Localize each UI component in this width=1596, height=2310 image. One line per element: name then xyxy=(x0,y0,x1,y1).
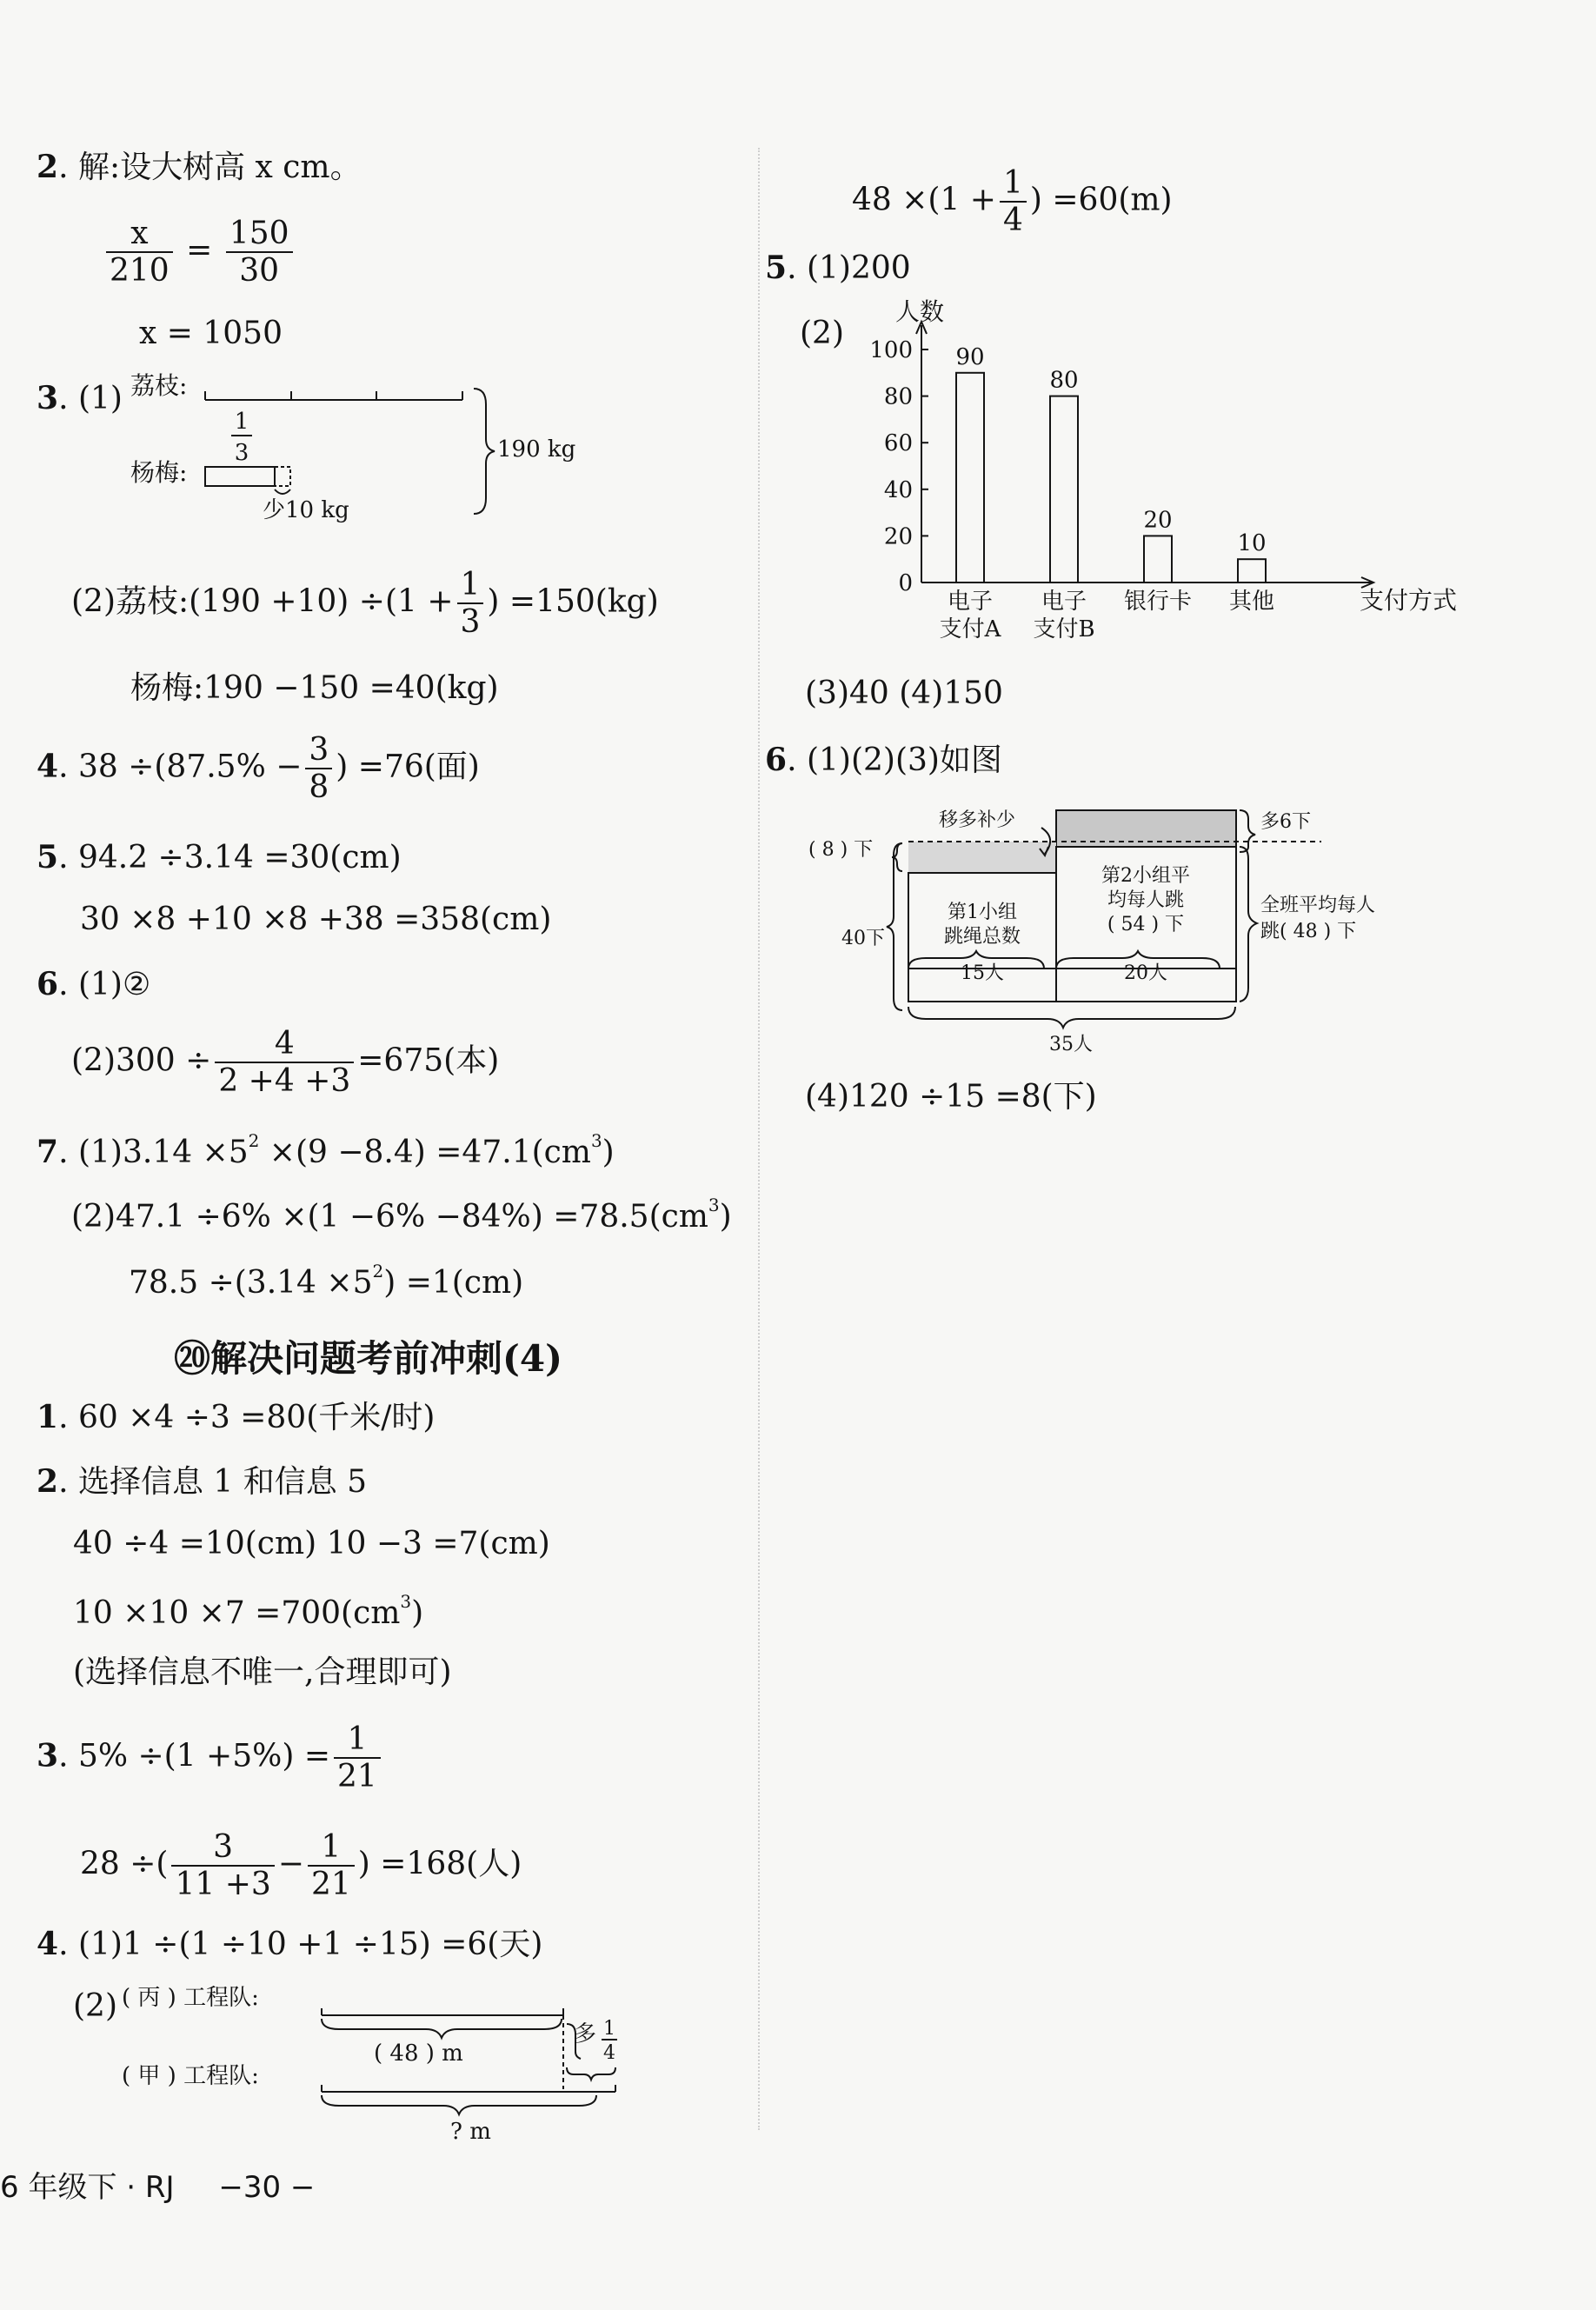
q3-less-label: 少10 kg xyxy=(263,497,349,523)
r5-part2-label: (2) xyxy=(800,316,844,351)
s2-line3: $10 \times 10 \times 7 =700(cm^3)$ xyxy=(73,1591,424,1631)
s4-mid-label: ( 48 ) m xyxy=(374,2040,463,2067)
y-tick-label: 20 xyxy=(883,523,913,550)
group1-label-b: 跳绳总数 xyxy=(943,926,1021,948)
bar-data-label: 80 xyxy=(1049,367,1079,394)
y-tick-label: 60 xyxy=(883,430,913,457)
y-tick-label: 80 xyxy=(883,383,913,410)
x-axis-label: 支付方式 xyxy=(1360,586,1458,615)
s2-line1: 2. 选择信息 1 和信息 5 xyxy=(37,1463,368,1500)
s4-line-diagram xyxy=(122,1980,643,2146)
q6-line2: (2)300 ÷ $\frac{4}{2 +4 +3}$ =675(本) xyxy=(71,1026,500,1100)
r6-line1: 6. (1)(2)(3)如图 xyxy=(765,742,1002,778)
category-label: 支付A xyxy=(939,616,1001,642)
r5-line1: 5. (1)200 xyxy=(765,250,911,286)
q2-result: x = 1050 xyxy=(139,316,283,351)
q3-line-diagram xyxy=(122,369,591,543)
section-title: ⑳解决问题考前冲刺(4) xyxy=(174,1337,562,1380)
q2-equation: $\frac{x}{210}$ = $\frac{150}{30}$ xyxy=(103,216,296,290)
q2-intro xyxy=(37,151,362,183)
s4-more-label: 多 xyxy=(574,2021,597,2047)
q2-frac-right: $\frac{150}{30}$ xyxy=(226,216,293,290)
q3-part2: (2)荔枝:(190 +10) ÷(1 + $\frac{1}{3}$ ) =150(kg) xyxy=(71,567,659,641)
s4-q-label: ? m xyxy=(450,2119,491,2145)
q3-part3: 杨梅:190 −150 =40(kg) xyxy=(130,670,499,706)
s4-frac-den: 4 xyxy=(603,2042,615,2064)
bar xyxy=(1238,559,1266,582)
r5-line3: (3)40 (4)150 xyxy=(805,676,1003,711)
eight-label: ( 8 ) 下 xyxy=(808,839,874,861)
p20-label: 20人 xyxy=(1124,962,1167,984)
avg-label-a: 全班平均每人 xyxy=(1260,895,1376,916)
s4-jia-label: ( 甲 ) 工程队: xyxy=(122,2063,259,2089)
q7-line3: $78.5 \div(3.14 \times 5^2) =1(cm)$ xyxy=(129,1261,524,1301)
q4-equation: 4. 38 ÷(87.5% − $\frac{3}{8}$ ) =76(面) xyxy=(37,732,480,806)
category-label: 银行卡 xyxy=(1123,589,1193,615)
s3-line2: 28 ÷( $\frac{3}{11 +3}$ − $\frac{1}{21}$ ) =168(人) xyxy=(80,1829,522,1903)
y-axis-label: 人数 xyxy=(895,297,945,326)
s3-frac3: $\frac{1}{21}$ xyxy=(308,1829,355,1903)
q2-frac-left: $\frac{x}{210}$ xyxy=(106,216,173,290)
r6-line4: (4)120 ÷15 =8(下) xyxy=(805,1079,1097,1115)
q3-lizhi-label: 荔枝: xyxy=(130,371,188,400)
s3-frac2: $\frac{3}{11 +3}$ xyxy=(171,1829,274,1903)
column-divider xyxy=(758,148,760,2130)
category-label: 电子 xyxy=(1041,589,1087,615)
q3-diagram-frac-den: 3 xyxy=(234,440,249,466)
category-label: 其他 xyxy=(1228,589,1275,615)
more6-label: 多6下 xyxy=(1260,811,1311,833)
p35-label: 35人 xyxy=(1049,1034,1093,1055)
y-tick-label: 100 xyxy=(869,337,913,363)
q2-number: 2 xyxy=(37,149,59,185)
bar xyxy=(1050,396,1078,582)
s4-bing-label: ( 丙 ) 工程队: xyxy=(122,1985,259,2011)
group2-label-c: ( 54 ) 下 xyxy=(1107,914,1185,935)
right-top-equation: 48 ×(1 + $\frac{1}{4}$ ) =60(m) xyxy=(852,165,1173,239)
q3-yangmei-bar xyxy=(205,467,275,486)
s4-part2-label: (2) xyxy=(73,1988,117,2024)
filled-block xyxy=(908,842,1056,873)
s1-line: 1. 60 ×4 ÷3 =80(千米/时) xyxy=(37,1399,436,1435)
category-label: 支付B xyxy=(1033,616,1095,642)
q5-line2: 30 ×8 +10 ×8 +38 =358(cm) xyxy=(80,902,552,937)
payment-bar-chart xyxy=(835,297,1460,652)
q3-total-label: 190 kg xyxy=(497,436,576,463)
right-top-frac: $\frac{1}{4}$ xyxy=(1000,165,1027,239)
bar-data-label: 10 xyxy=(1237,530,1267,557)
s2-line2: 40 ÷4 =10(cm) 10 −3 =7(cm) xyxy=(73,1526,550,1561)
p15-label: 15人 xyxy=(961,962,1004,984)
group2-label-a: 第2小组平 xyxy=(1101,865,1190,887)
forty-label: 40下 xyxy=(841,928,885,949)
q5-line1: 5. 94.2 ÷3.14 =30(cm) xyxy=(37,839,402,875)
q2-text: . 解:设大树高 x cm。 xyxy=(58,150,362,185)
group1-label-a: 第1小组 xyxy=(948,902,1017,923)
q6-frac: $\frac{4}{2 +4 +3}$ xyxy=(215,1026,354,1100)
q3-part1: 3. (1) xyxy=(37,380,123,416)
q3-yangmei-label: 杨梅: xyxy=(130,458,188,487)
category-label: 电子 xyxy=(947,589,994,615)
page-footer xyxy=(0,2163,315,2206)
q4-frac: $\frac{3}{8}$ xyxy=(305,732,332,806)
q7-line2: $(2)47.1 \div 6\% \times(1 -6\% -84\%) =78.5(cm^3)$ xyxy=(71,1195,732,1235)
s3-frac1: $\frac{1}{21}$ xyxy=(334,1721,381,1795)
bar xyxy=(1144,536,1172,582)
q3-diagram-frac-num: 1 xyxy=(234,409,249,435)
bar xyxy=(956,373,984,582)
bar-data-label: 90 xyxy=(955,343,985,370)
grade-label: 6 年级下 · RJ xyxy=(0,2170,175,2205)
q3-total-brace xyxy=(474,389,495,514)
avg-label-b: 跳( 48 ) 下 xyxy=(1260,921,1357,942)
q6-line1: 6. (1)② xyxy=(37,966,151,1002)
s4-line1: 4. (1)1 ÷(1 ÷10 +1 ÷15) =6(天) xyxy=(37,1926,543,1962)
bar-data-label: 20 xyxy=(1143,507,1173,534)
s3-line1: 3. 5% ÷(1 +5%) = $\frac{1}{21}$ xyxy=(37,1721,384,1795)
rope-skipping-diagram xyxy=(800,798,1426,1059)
y-tick-label: 0 xyxy=(898,570,913,596)
q7-line1: 7. $(1)3.14 \times 5^2 \times(9 -8.4) =47.1(cm^3)$ xyxy=(37,1130,615,1170)
move-label: 移多补少 xyxy=(939,809,1016,831)
page-number: −30 − xyxy=(218,2170,316,2205)
q3-frac: $\frac{1}{3}$ xyxy=(457,567,484,641)
s4-frac-num: 1 xyxy=(603,2018,615,2040)
s2-line4: (选择信息不唯一,合理即可) xyxy=(73,1654,452,1690)
group2-label-b: 均每人跳 xyxy=(1107,889,1185,911)
y-tick-label: 40 xyxy=(883,476,913,503)
